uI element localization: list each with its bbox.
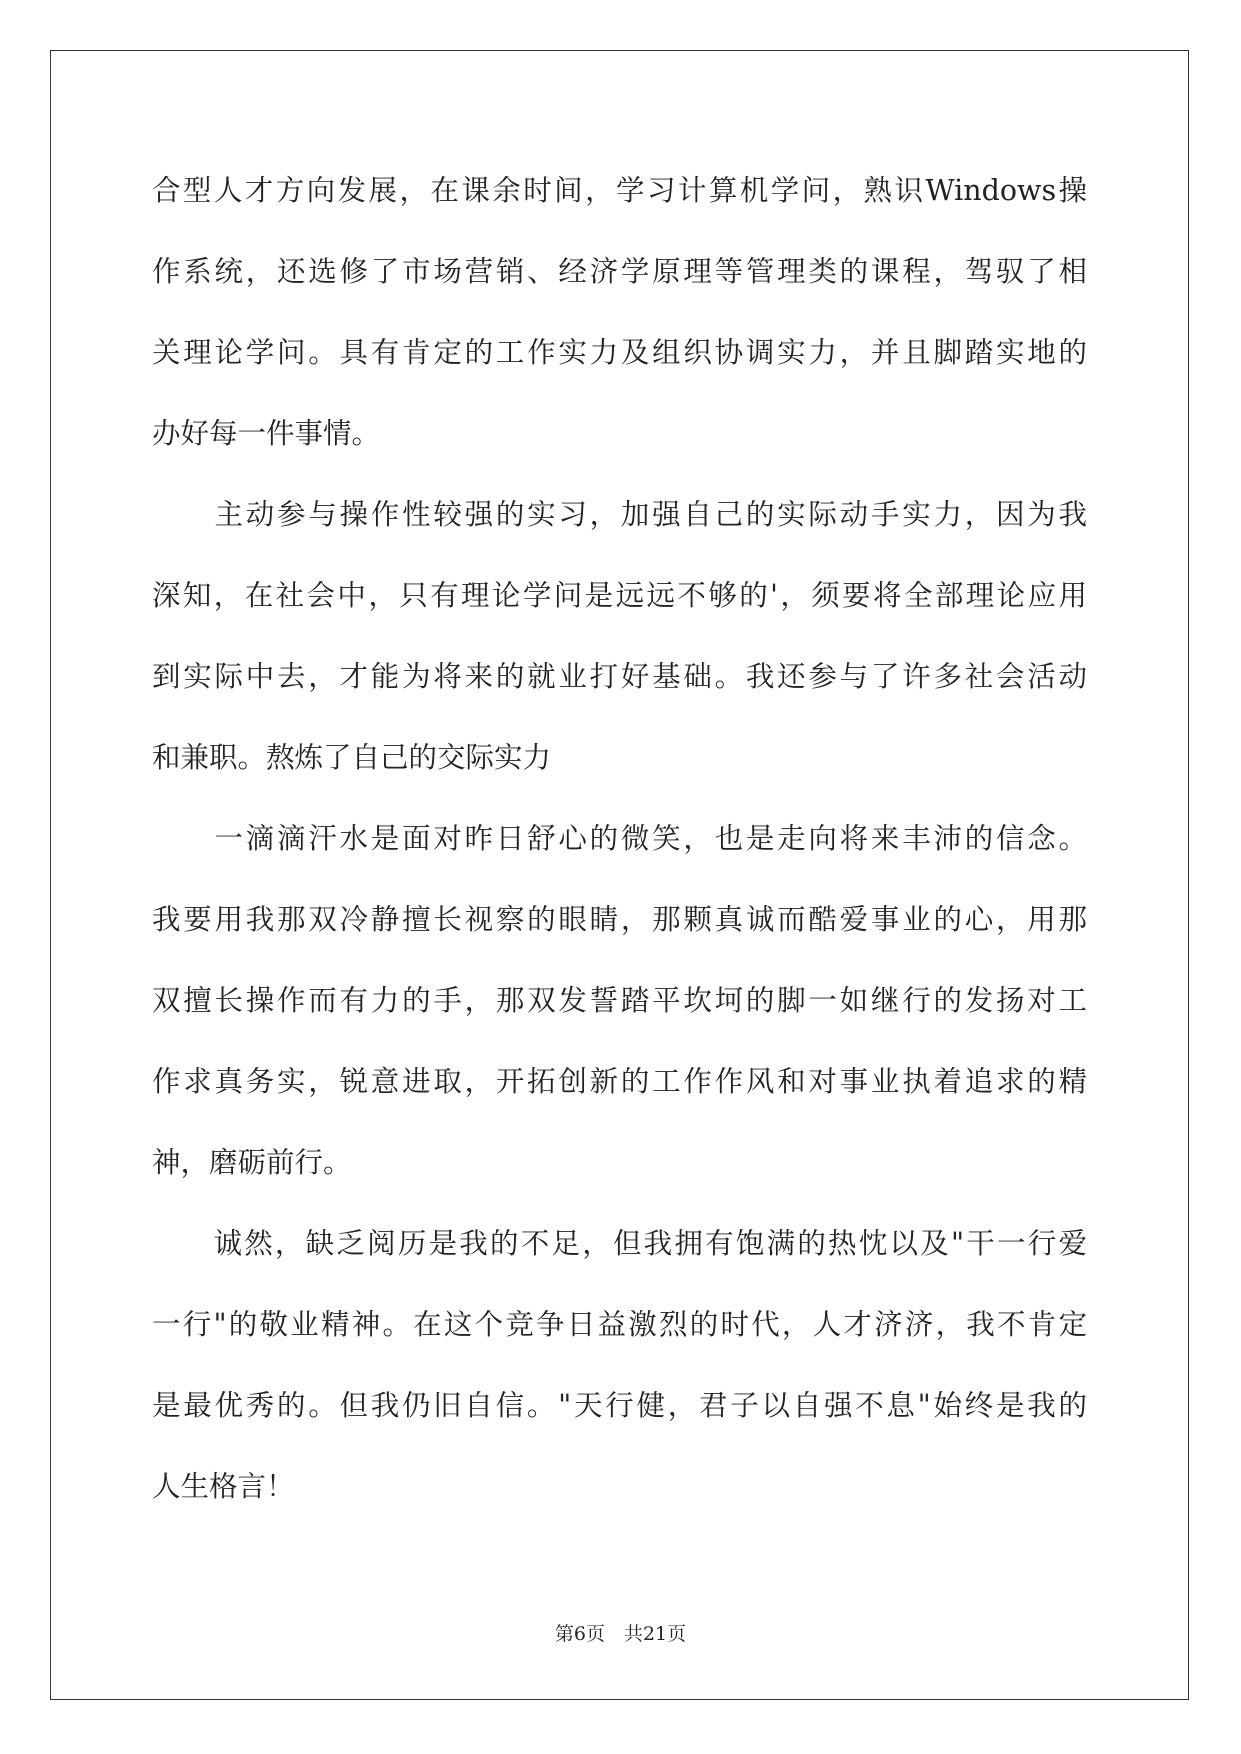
text-line: 诚然，缺乏阅历是我的不足，但我拥有饱满的热忱以及"干一行爱 [152, 1227, 1087, 1260]
text-line: 双擅长操作而有力的手，那双发誓踏平坎坷的脚一如继行的发扬对工 [152, 984, 1087, 1017]
text-line: 作系统，还选修了市场营销、经济学原理等管理类的课程，驾驭了相 [152, 255, 1087, 288]
page-number: 第6页 共21页 [554, 1623, 687, 1645]
text-line: 合型人才方向发展，在课余时间，学习计算机学问，熟识Windows操 [152, 174, 1087, 207]
text-line: 主动参与操作性较强的实习，加强自己的实际动手实力，因为我 [152, 498, 1087, 531]
text-line: 办好每一件事情。 [152, 417, 381, 450]
text-line: 是最优秀的。但我仍旧自信。"天行健，君子以自强不息"始终是我的 [152, 1389, 1087, 1422]
text-line: 作求真务实，锐意进取，开拓创新的工作作风和对事业执着追求的精 [152, 1065, 1087, 1098]
text-line: 关理论学问。具有肯定的工作实力及组织协调实力，并且脚踏实地的 [152, 336, 1087, 369]
text-line: 和兼职。熬炼了自己的交际实力 [152, 741, 552, 774]
text-line: 到实际中去，才能为将来的就业打好基础。我还参与了许多社会活动 [152, 660, 1087, 693]
text-line: 神，磨砺前行。 [152, 1146, 352, 1179]
text-line: 一行"的敬业精神。在这个竞争日益激烈的时代，人才济济，我不肯定 [152, 1308, 1087, 1341]
text-line: 我要用我那双冷静擅长视察的眼睛，那颗真诚而酷爱事业的心，用那 [152, 903, 1087, 936]
text-line: 人生格言！ [152, 1470, 295, 1503]
text-line: 一滴滴汗水是面对昨日舒心的微笑，也是走向将来丰沛的信念。 [152, 822, 1087, 855]
text-line: 深知，在社会中，只有理论学问是远远不够的'，须要将全部理论应用 [152, 579, 1087, 612]
document-body [152, 162, 1087, 1539]
